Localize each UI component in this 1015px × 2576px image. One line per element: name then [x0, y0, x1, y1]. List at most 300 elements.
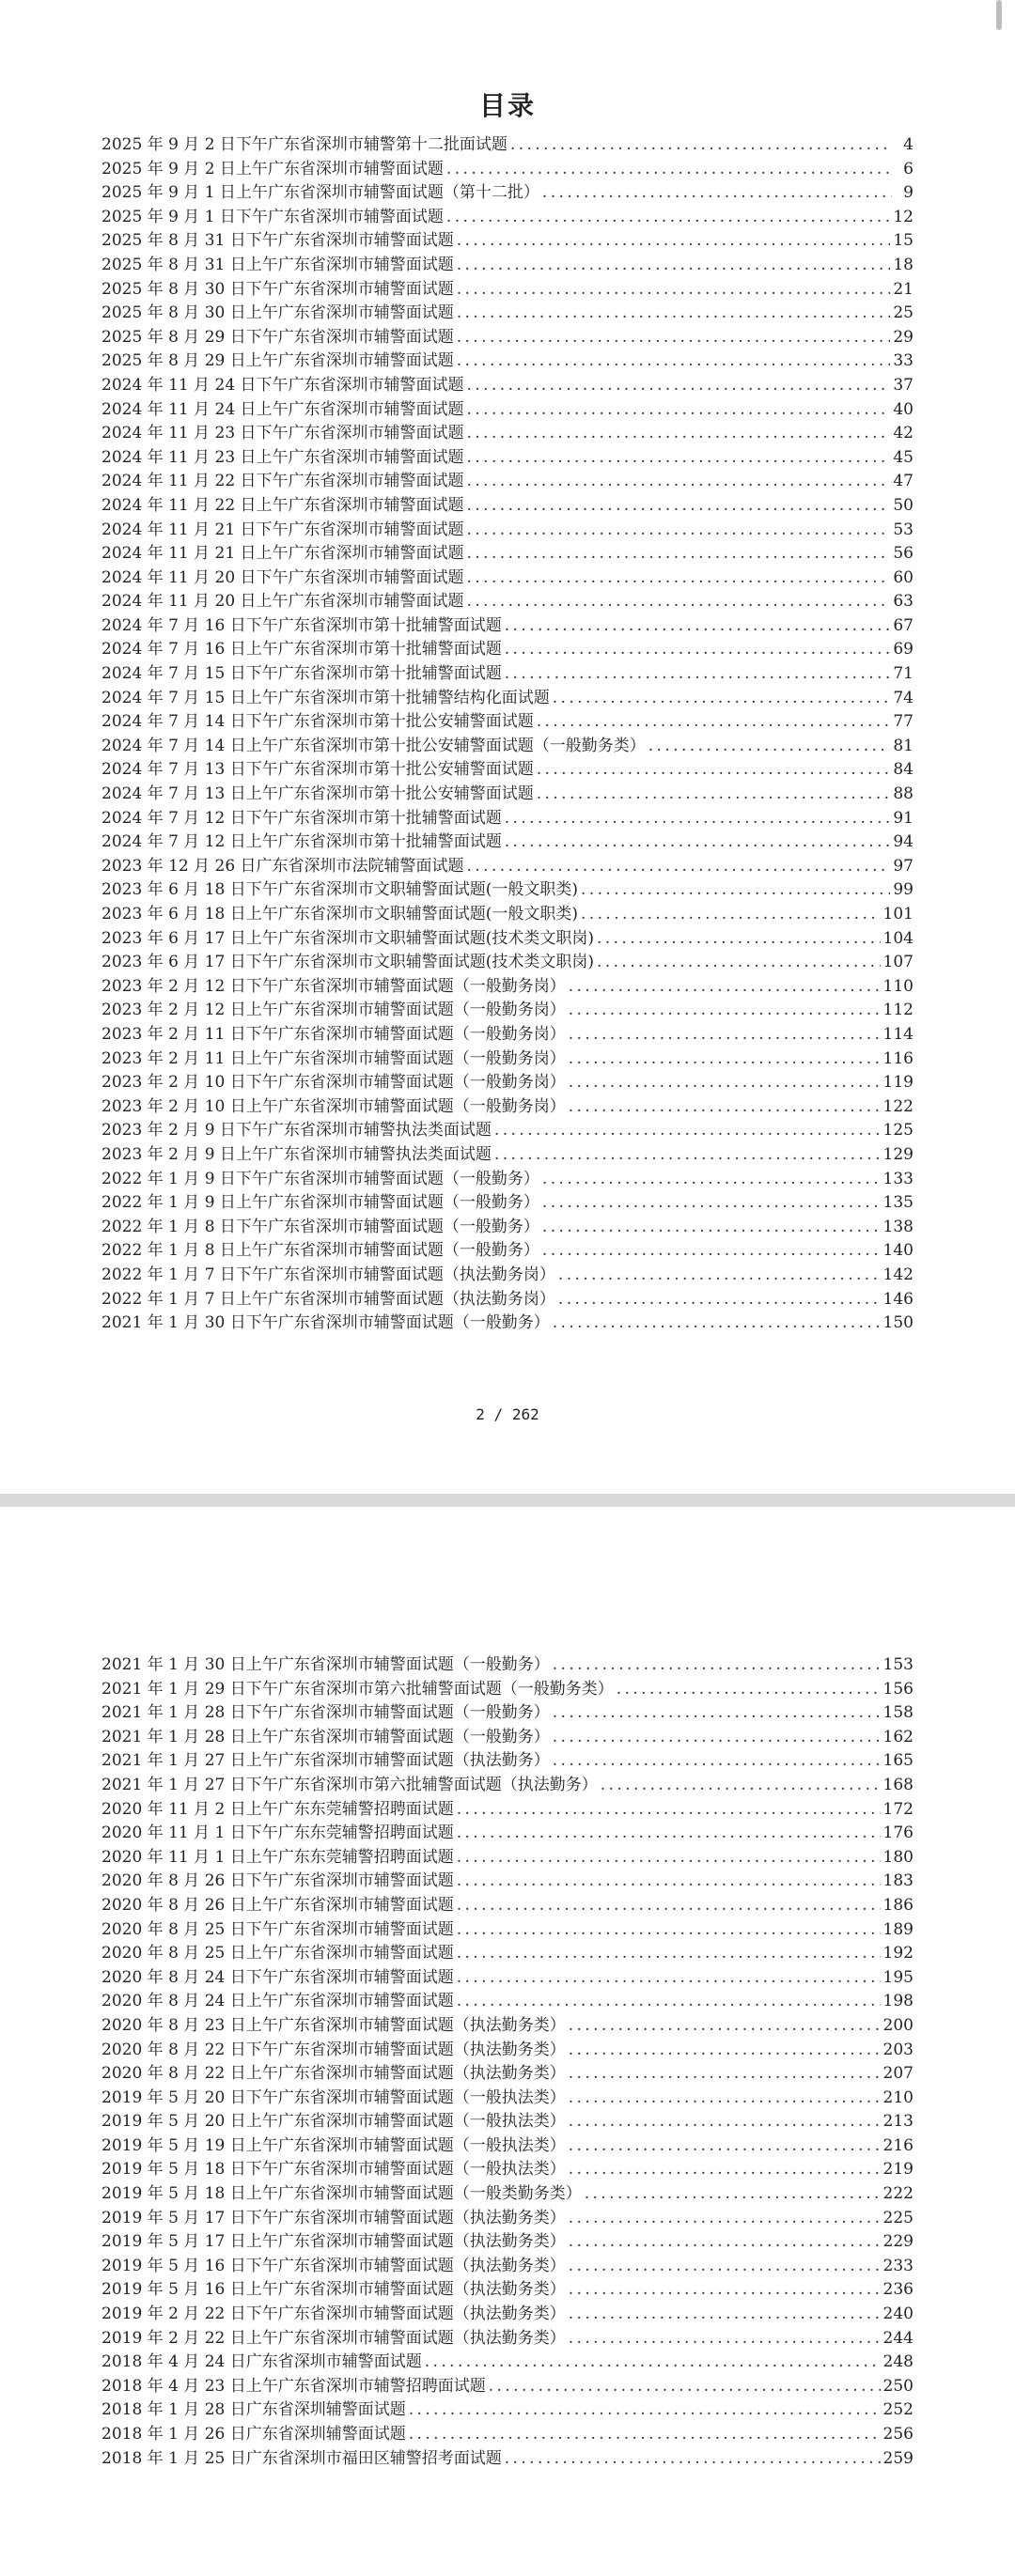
toc-entry-page-number: 240	[882, 2304, 914, 2324]
toc-dot-leader	[569, 1095, 881, 1120]
toc-dot-leader	[558, 1288, 881, 1312]
toc-entry-page-number: 138	[882, 1217, 914, 1236]
toc-entry-title: 2024 年 7 月 14 日上午广东省深圳市第十批公安辅警面试题（一般勤务类）	[102, 736, 646, 755]
toc-entry-title: 2021 年 1 月 29 日下午广东省深圳市第六批辅警面试题（一般勤务类）	[102, 1679, 614, 1699]
toc-entry[interactable]	[102, 1264, 914, 1288]
document-page-toc-2	[0, 1507, 1015, 2576]
toc-entry-title: 2019 年 5 月 16 日上午广东省深圳市辅警面试题（执法勤务类）	[102, 2280, 566, 2300]
toc-dot-leader	[467, 470, 891, 494]
toc-dot-leader	[581, 878, 890, 903]
toc-entry-title: 2022 年 1 月 8 日下午广东省深圳市辅警面试题（一般勤务）	[102, 1217, 539, 1236]
toc-entry-title: 2024 年 11 月 20 日下午广东省深圳市辅警面试题	[102, 567, 464, 587]
toc-entry-page-number: 37	[893, 375, 914, 395]
toc-dot-leader	[553, 1701, 881, 1726]
toc-entry-title: 2023 年 6 月 17 日下午广东省深圳市文职辅警面试题(技术类文职岗)	[102, 953, 594, 972]
toc-dot-leader	[505, 2447, 881, 2472]
toc-entry[interactable]	[102, 855, 914, 879]
toc-entry-title: 2024 年 7 月 15 日下午广东省深圳市第十批辅警面试题	[102, 664, 502, 684]
toc-dot-leader	[467, 542, 891, 566]
toc-entry-page-number: 135	[882, 1193, 914, 1213]
toc-entry-title: 2025 年 8 月 30 日上午广东省深圳市辅警面试题	[102, 303, 454, 323]
toc-entry-page-number: 244	[882, 2328, 914, 2348]
toc-entry[interactable]	[102, 206, 914, 230]
toc-entry[interactable]	[102, 349, 914, 374]
toc-dot-leader	[553, 1311, 881, 1336]
toc-entry[interactable]	[102, 687, 914, 711]
toc-entry[interactable]	[102, 1239, 914, 1264]
toc-entry-title: 2024 年 11 月 22 日下午广东省深圳市辅警面试题	[102, 472, 464, 491]
toc-entry-page-number: 56	[893, 544, 914, 564]
toc-entry[interactable]	[102, 1653, 914, 1678]
toc-dot-leader	[457, 1990, 881, 2014]
toc-entry-page-number: 122	[882, 1096, 914, 1116]
toc-entry[interactable]	[102, 446, 914, 471]
toc-entry[interactable]	[102, 2278, 914, 2303]
toc-entry-page-number: 180	[882, 1847, 914, 1867]
toc-entry-title: 2018 年 1 月 25 日广东省深圳市福田区辅警招考面试题	[102, 2448, 502, 2468]
toc-entry[interactable]	[102, 662, 914, 687]
toc-entry-page-number: 33	[893, 351, 914, 371]
toc-entry-page-number: 133	[882, 1169, 914, 1188]
toc-dot-leader	[581, 903, 881, 927]
toc-entry[interactable]	[102, 326, 914, 350]
toc-entry[interactable]	[102, 2351, 914, 2375]
toc-entry[interactable]	[102, 2062, 914, 2087]
toc-entry[interactable]	[102, 2014, 914, 2039]
toc-dot-leader	[617, 1678, 881, 1702]
toc-entry[interactable]	[102, 1701, 914, 1726]
toc-entry[interactable]	[102, 2375, 914, 2399]
toc-entry[interactable]	[102, 278, 914, 303]
toc-entry-page-number: 116	[882, 1048, 914, 1068]
toc-entry[interactable]	[102, 1749, 914, 1774]
toc-entry[interactable]	[102, 302, 914, 326]
toc-entry-page-number: 156	[882, 1679, 914, 1699]
toc-dot-leader	[457, 349, 891, 374]
toc-dot-leader	[537, 783, 891, 807]
toc-dot-leader	[542, 1216, 881, 1240]
toc-entry-page-number: 47	[893, 472, 914, 491]
toc-entry-page-number: 99	[893, 880, 914, 900]
toc-dot-leader	[569, 2327, 881, 2351]
toc-entry-title: 2019 年 5 月 18 日下午广东省深圳市辅警面试题（一般执法类）	[102, 2160, 566, 2180]
toc-entry-title: 2024 年 11 月 23 日上午广东省深圳市辅警面试题	[102, 447, 464, 467]
toc-dot-leader	[457, 1918, 881, 1943]
toc-entry[interactable]	[102, 229, 914, 254]
toc-entry-title: 2022 年 1 月 8 日上午广东省深圳市辅警面试题（一般勤务）	[102, 1241, 539, 1261]
toc-dot-leader	[553, 687, 891, 711]
toc-entry[interactable]	[102, 398, 914, 423]
toc-entry[interactable]	[102, 2039, 914, 2063]
toc-entry-title: 2019 年 5 月 17 日上午广东省深圳市辅警面试题（执法勤务类）	[102, 2232, 566, 2252]
toc-dot-leader	[569, 1071, 881, 1095]
toc-dot-leader	[569, 2303, 881, 2327]
toc-entry[interactable]	[102, 710, 914, 735]
toc-entry-title: 2024 年 11 月 23 日下午广东省深圳市辅警面试题	[102, 424, 464, 443]
toc-entry[interactable]	[102, 1168, 914, 1192]
toc-entry-title: 2020 年 8 月 26 日下午广东省深圳市辅警面试题	[102, 1871, 454, 1891]
toc-dot-leader	[569, 2230, 881, 2255]
toc-entry-page-number: 112	[882, 1001, 914, 1020]
toc-entry-page-number: 153	[882, 1655, 914, 1674]
toc-dot-leader	[505, 614, 891, 639]
toc-entry-title: 2025 年 8 月 29 日下午广东省深圳市辅警面试题	[102, 327, 454, 347]
toc-entry-page-number: 88	[893, 784, 914, 804]
toc-entry-page-number: 114	[882, 1024, 914, 1044]
toc-entry-page-number: 172	[882, 1799, 914, 1819]
toc-entry-page-number: 45	[893, 447, 914, 467]
toc-entry-page-number: 81	[893, 736, 914, 755]
toc-entry-title: 2020 年 8 月 24 日上午广东省深圳市辅警面试题	[102, 1992, 454, 2011]
toc-entry-title: 2023 年 2 月 10 日上午广东省深圳市辅警面试题（一般勤务岗）	[102, 1096, 566, 1116]
toc-entry[interactable]	[102, 2110, 914, 2134]
toc-dot-leader	[505, 662, 891, 687]
toc-dot-leader	[457, 1870, 881, 1894]
toc-dot-leader	[553, 1749, 881, 1774]
toc-entry-page-number: 146	[882, 1289, 914, 1309]
toc-entry-page-number: 77	[893, 712, 914, 732]
toc-entry-page-number: 248	[882, 2352, 914, 2372]
toc-entry-page-number: 25	[893, 303, 914, 323]
toc-entry-page-number: 236	[882, 2280, 914, 2300]
toc-entry[interactable]	[102, 807, 914, 831]
toc-dot-leader	[457, 1966, 881, 1991]
toc-entry-title: 2025 年 8 月 31 日下午广东省深圳市辅警面试题	[102, 231, 454, 251]
toc-entry-title: 2025 年 8 月 30 日下午广东省深圳市辅警面试题	[102, 279, 454, 299]
toc-entry-title: 2020 年 11 月 2 日上午广东东莞辅警招聘面试题	[102, 1799, 454, 1819]
toc-entry[interactable]	[102, 470, 914, 494]
toc-dot-leader	[494, 1119, 881, 1143]
toc-entry[interactable]	[102, 1143, 914, 1168]
toc-dot-leader	[505, 807, 891, 831]
toc-entry-page-number: 162	[882, 1727, 914, 1746]
toc-dot-leader	[597, 951, 881, 975]
toc-entry[interactable]	[102, 758, 914, 783]
toc-entry[interactable]	[102, 1095, 914, 1120]
toc-entry-title: 2021 年 1 月 27 日下午广东省深圳市第六批辅警面试题（执法勤务）	[102, 1775, 598, 1794]
toc-entry-title: 2020 年 8 月 25 日上午广东省深圳市辅警面试题	[102, 1944, 454, 1963]
toc-dot-leader	[569, 2014, 881, 2039]
toc-entry-page-number: 203	[882, 2040, 914, 2059]
toc-dot-leader	[597, 927, 881, 952]
toc-entry-page-number: 225	[882, 2208, 914, 2227]
toc-dot-leader	[542, 1191, 881, 1216]
toc-entry-title: 2023 年 12 月 26 日广东省深圳市法院辅警面试题	[102, 856, 464, 876]
toc-entry-page-number: 104	[882, 928, 914, 948]
toc-entry[interactable]	[102, 181, 914, 206]
toc-entry-title: 2018 年 4 月 23 日上午广东省深圳市辅警招聘面试题	[102, 2376, 486, 2396]
toc-entry-title: 2019 年 2 月 22 日下午广东省深圳市辅警面试题（执法勤务类）	[102, 2304, 566, 2324]
toc-entry-page-number: 129	[882, 1144, 914, 1164]
toc-entry[interactable]	[102, 158, 914, 182]
toc-entry-title: 2019 年 5 月 20 日上午广东省深圳市辅警面试题（一般执法类）	[102, 2112, 566, 2132]
toc-entry-page-number: 29	[893, 327, 914, 347]
toc-dot-leader	[542, 1239, 881, 1264]
toc-entry[interactable]	[102, 2158, 914, 2182]
toc-dot-leader	[457, 1942, 881, 1966]
toc-entry[interactable]	[102, 878, 914, 903]
toc-entry-title: 2024 年 7 月 15 日上午广东省深圳市第十批辅警结构化面试题	[102, 688, 550, 707]
toc-dot-leader	[537, 710, 891, 735]
toc-entry-page-number: 229	[882, 2232, 914, 2252]
toc-dot-leader	[569, 2087, 881, 2111]
toc-entry-title: 2021 年 1 月 28 日上午广东省深圳市辅警面试题（一般勤务）	[102, 1727, 550, 1746]
toc-entry-title: 2024 年 11 月 20 日上午广东省深圳市辅警面试题	[102, 592, 464, 612]
toc-dot-leader	[585, 2182, 881, 2207]
toc-list-page-1	[102, 133, 914, 1336]
toc-entry-title: 2019 年 5 月 20 日下午广东省深圳市辅警面试题（一般执法类）	[102, 2087, 566, 2107]
toc-entry[interactable]	[102, 2423, 914, 2447]
toc-entry-title: 2021 年 1 月 30 日上午广东省深圳市辅警面试题（一般勤务）	[102, 1655, 550, 1674]
toc-entry-page-number: 94	[893, 832, 914, 852]
toc-entry-title: 2022 年 1 月 9 日下午广东省深圳市辅警面试题（一般勤务）	[102, 1169, 539, 1188]
toc-entry-title: 2024 年 7 月 13 日下午广东省深圳市第十批公安辅警面试题	[102, 760, 534, 780]
toc-entry-page-number: 15	[893, 231, 914, 251]
toc-entry-title: 2024 年 11 月 22 日上午广东省深圳市辅警面试题	[102, 495, 464, 515]
toc-entry-title: 2025 年 8 月 31 日上午广东省深圳市辅警面试题	[102, 255, 454, 274]
toc-entry[interactable]	[102, 2087, 914, 2111]
toc-dot-leader	[542, 1168, 881, 1192]
toc-entry[interactable]	[102, 519, 914, 543]
toc-dot-leader	[569, 975, 881, 1000]
toc-dot-leader	[457, 1822, 881, 1846]
toc-entry-title: 2024 年 7 月 14 日下午广东省深圳市第十批公安辅警面试题	[102, 712, 534, 732]
toc-entry[interactable]	[102, 1071, 914, 1095]
toc-entry[interactable]	[102, 999, 914, 1023]
toc-entry-page-number: 140	[882, 1241, 914, 1261]
toc-entry[interactable]	[102, 566, 914, 591]
toc-entry-title: 2024 年 11 月 24 日上午广东省深圳市辅警面试题	[102, 399, 464, 419]
toc-entry[interactable]	[102, 2255, 914, 2279]
toc-entry-title: 2023 年 2 月 10 日下午广东省深圳市辅警面试题（一般勤务岗）	[102, 1073, 566, 1093]
toc-entry-title: 2024 年 7 月 12 日上午广东省深圳市第十批辅警面试题	[102, 832, 502, 852]
toc-entry[interactable]	[102, 494, 914, 519]
toc-entry-page-number: 216	[882, 2135, 914, 2155]
toc-entry-title: 2020 年 8 月 26 日上午广东省深圳市辅警面试题	[102, 1895, 454, 1915]
toc-entry[interactable]	[102, 1846, 914, 1870]
toc-entry-page-number: 18	[893, 255, 914, 274]
toc-entry-page-number: 183	[882, 1871, 914, 1891]
toc-entry[interactable]	[102, 1119, 914, 1143]
toc-entry[interactable]	[102, 1047, 914, 1072]
toc-entry-title: 2025 年 9 月 1 日下午广东省深圳市辅警面试题	[102, 207, 444, 226]
toc-entry-page-number: 119	[882, 1073, 914, 1093]
toc-entry-title: 2020 年 8 月 25 日下午广东省深圳市辅警面试题	[102, 1919, 454, 1939]
toc-dot-leader	[409, 2398, 881, 2423]
toc-dot-leader	[569, 1047, 881, 1072]
toc-entry-page-number: 189	[882, 1919, 914, 1939]
toc-dot-leader	[569, 2062, 881, 2087]
toc-entry[interactable]	[102, 1990, 914, 2014]
toc-entry[interactable]	[102, 254, 914, 278]
toc-dot-leader	[569, 2039, 881, 2063]
toc-entry[interactable]	[102, 542, 914, 566]
toc-entry[interactable]	[102, 638, 914, 662]
toc-entry-title: 2023 年 2 月 9 日上午广东省深圳市辅警执法类面试题	[102, 1144, 492, 1164]
toc-entry-title: 2024 年 7 月 13 日上午广东省深圳市第十批公安辅警面试题	[102, 784, 534, 804]
toc-entry[interactable]	[102, 1726, 914, 1750]
toc-entry[interactable]	[102, 735, 914, 759]
toc-entry-page-number: 74	[893, 688, 914, 707]
toc-dot-leader	[457, 1894, 881, 1918]
toc-dot-leader	[505, 830, 891, 855]
toc-entry-page-number: 219	[882, 2160, 914, 2180]
toc-entry-page-number: 213	[882, 2112, 914, 2132]
toc-dot-leader	[494, 1143, 881, 1168]
toc-dot-leader	[489, 2375, 881, 2399]
toc-entry-page-number: 9	[903, 183, 914, 203]
toc-dot-leader	[446, 206, 890, 230]
toc-entry-title: 2020 年 11 月 1 日上午广东东莞辅警招聘面试题	[102, 1847, 454, 1867]
toc-entry-title: 2020 年 8 月 22 日上午广东省深圳市辅警面试题（执法勤务类）	[102, 2064, 566, 2084]
toc-entry-page-number: 101	[882, 905, 914, 923]
toc-entry-title: 2023 年 6 月 18 日上午广东省深圳市文职辅警面试题(一般文职类)	[102, 905, 578, 923]
toc-entry-page-number: 53	[893, 520, 914, 539]
toc-dot-leader	[510, 133, 892, 158]
toc-entry[interactable]	[102, 2303, 914, 2327]
page-number-indicator: 2 / 262	[476, 1405, 539, 1423]
toc-entry[interactable]	[102, 1288, 914, 1312]
toc-entry-title: 2018 年 1 月 28 日广东省深圳辅警面试题	[102, 2400, 406, 2420]
toc-entry-page-number: 233	[882, 2256, 914, 2275]
toc-entry[interactable]	[102, 783, 914, 807]
toc-title: 目录	[478, 89, 536, 121]
toc-dot-leader	[467, 398, 891, 423]
toc-entry-title: 2024 年 11 月 21 日下午广东省深圳市辅警面试题	[102, 520, 464, 539]
toc-entry-title: 2020 年 8 月 24 日下午广东省深圳市辅警面试题	[102, 1967, 454, 1987]
toc-entry-title: 2020 年 8 月 23 日上午广东省深圳市辅警面试题（执法勤务类）	[102, 2015, 566, 2035]
toc-entry[interactable]	[102, 1311, 914, 1336]
toc-entry[interactable]	[102, 1216, 914, 1240]
toc-dot-leader	[648, 735, 891, 759]
toc-entry-page-number: 252	[882, 2400, 914, 2420]
toc-entry[interactable]	[102, 1774, 914, 1798]
toc-entry[interactable]	[102, 2134, 914, 2159]
toc-entry-page-number: 69	[893, 640, 914, 660]
toc-dot-leader	[553, 1726, 881, 1750]
toc-entry[interactable]	[102, 2398, 914, 2423]
toc-entry-page-number: 125	[882, 1121, 914, 1141]
toc-entry-title: 2020 年 8 月 22 日下午广东省深圳市辅警面试题（执法勤务类）	[102, 2040, 566, 2059]
toc-dot-leader	[569, 999, 881, 1023]
toc-dot-leader	[457, 229, 891, 254]
toc-dot-leader	[505, 638, 891, 662]
toc-dot-leader	[457, 1846, 881, 1870]
toc-entry[interactable]	[102, 1870, 914, 1894]
toc-entry[interactable]	[102, 1798, 914, 1823]
toc-entry-page-number: 200	[882, 2015, 914, 2035]
toc-dot-leader	[569, 2255, 881, 2279]
toc-dot-leader	[553, 1653, 881, 1678]
toc-entry-title: 2024 年 7 月 12 日下午广东省深圳市第十批辅警面试题	[102, 808, 502, 828]
toc-entry-title: 2021 年 1 月 27 日上午广东省深圳市辅警面试题（执法勤务）	[102, 1751, 550, 1771]
toc-entry-page-number: 150	[882, 1313, 914, 1333]
toc-dot-leader	[467, 494, 891, 519]
toc-entry-page-number: 168	[882, 1775, 914, 1794]
toc-entry-page-number: 63	[893, 592, 914, 612]
toc-entry-page-number: 250	[882, 2376, 914, 2396]
toc-entry[interactable]	[102, 2447, 914, 2472]
toc-dot-leader	[425, 2351, 881, 2375]
toc-entry-page-number: 210	[882, 2087, 914, 2107]
toc-dot-leader	[457, 254, 891, 278]
toc-entry[interactable]	[102, 2230, 914, 2255]
toc-entry-title: 2023 年 2 月 11 日上午广东省深圳市辅警面试题（一般勤务岗）	[102, 1048, 566, 1068]
toc-dot-leader	[467, 566, 891, 591]
toc-entry-title: 2023 年 6 月 18 日下午广东省深圳市文职辅警面试题(一般文职类)	[102, 880, 578, 900]
toc-entry-page-number: 192	[882, 1944, 914, 1963]
toc-entry-title: 2025 年 9 月 1 日上午广东省深圳市辅警面试题（第十二批）	[102, 183, 539, 203]
toc-dot-leader	[457, 278, 891, 303]
toc-entry[interactable]	[102, 830, 914, 855]
toc-entry[interactable]	[102, 2327, 914, 2351]
toc-entry[interactable]	[102, 975, 914, 1000]
toc-entry[interactable]	[102, 374, 914, 398]
toc-entry-title: 2023 年 2 月 12 日下午广东省深圳市辅警面试题（一般勤务岗）	[102, 976, 566, 996]
toc-entry[interactable]	[102, 1942, 914, 1966]
toc-entry-page-number: 195	[882, 1967, 914, 1987]
toc-entry[interactable]	[102, 422, 914, 446]
toc-entry[interactable]	[102, 614, 914, 639]
toc-entry-title: 2022 年 1 月 9 日上午广东省深圳市辅警面试题（一般勤务）	[102, 1193, 539, 1213]
toc-entry-page-number: 91	[893, 808, 914, 828]
toc-entry-title: 2022 年 1 月 7 日上午广东省深圳市辅警面试题（执法勤务岗）	[102, 1289, 555, 1309]
toc-entry[interactable]	[102, 927, 914, 952]
toc-dot-leader	[467, 446, 891, 471]
toc-entry-title: 2023 年 2 月 9 日下午广东省深圳市辅警执法类面试题	[102, 1121, 492, 1141]
toc-entry[interactable]	[102, 1894, 914, 1918]
toc-entry-page-number: 198	[882, 1992, 914, 2011]
toc-dot-leader	[569, 1023, 881, 1047]
toc-entry-page-number: 21	[893, 279, 914, 299]
toc-entry-page-number: 256	[882, 2425, 914, 2444]
toc-entry-page-number: 176	[882, 1823, 914, 1843]
toc-entry-page-number: 97	[893, 856, 914, 876]
toc-entry-page-number: 158	[882, 1703, 914, 1723]
toc-entry[interactable]	[102, 133, 914, 158]
toc-dot-leader	[467, 519, 891, 543]
toc-dot-leader	[542, 181, 892, 206]
toc-entry[interactable]	[102, 1918, 914, 1943]
toc-entry-title: 2024 年 7 月 16 日下午广东省深圳市第十批辅警面试题	[102, 615, 502, 635]
toc-entry-title: 2023 年 6 月 17 日上午广东省深圳市文职辅警面试题(技术类文职岗)	[102, 928, 594, 948]
toc-entry-title: 2025 年 9 月 2 日下午广东省深圳市辅警第十二批面试题	[102, 135, 508, 154]
toc-entry-page-number: 142	[882, 1265, 914, 1284]
toc-dot-leader	[569, 2278, 881, 2303]
toc-entry[interactable]	[102, 1966, 914, 1991]
toc-entry-page-number: 40	[893, 399, 914, 419]
toc-entry[interactable]	[102, 1822, 914, 1846]
toc-entry[interactable]	[102, 2207, 914, 2231]
toc-entry[interactable]	[102, 590, 914, 614]
toc-dot-leader	[467, 590, 891, 614]
toc-entry-title: 2019 年 2 月 22 日上午广东省深圳市辅警面试题（执法勤务类）	[102, 2328, 566, 2348]
toc-entry[interactable]	[102, 1678, 914, 1702]
toc-entry-title: 2023 年 2 月 11 日下午广东省深圳市辅警面试题（一般勤务岗）	[102, 1024, 566, 1044]
toc-entry-title: 2023 年 2 月 12 日上午广东省深圳市辅警面试题（一般勤务岗）	[102, 1001, 566, 1020]
toc-entry[interactable]	[102, 903, 914, 927]
toc-entry[interactable]	[102, 1191, 914, 1216]
toc-entry[interactable]	[102, 2182, 914, 2207]
toc-entry[interactable]	[102, 951, 914, 975]
toc-dot-leader	[569, 2158, 881, 2182]
toc-entry-page-number: 186	[882, 1895, 914, 1915]
toc-entry-page-number: 84	[893, 760, 914, 780]
toc-entry[interactable]	[102, 1023, 914, 1047]
toc-entry-page-number: 4	[903, 135, 914, 154]
toc-entry-title: 2019 年 5 月 17 日下午广东省深圳市辅警面试题（执法勤务类）	[102, 2208, 566, 2227]
toc-entry-title: 2019 年 5 月 18 日上午广东省深圳市辅警面试题（一般类勤务类）	[102, 2184, 582, 2204]
